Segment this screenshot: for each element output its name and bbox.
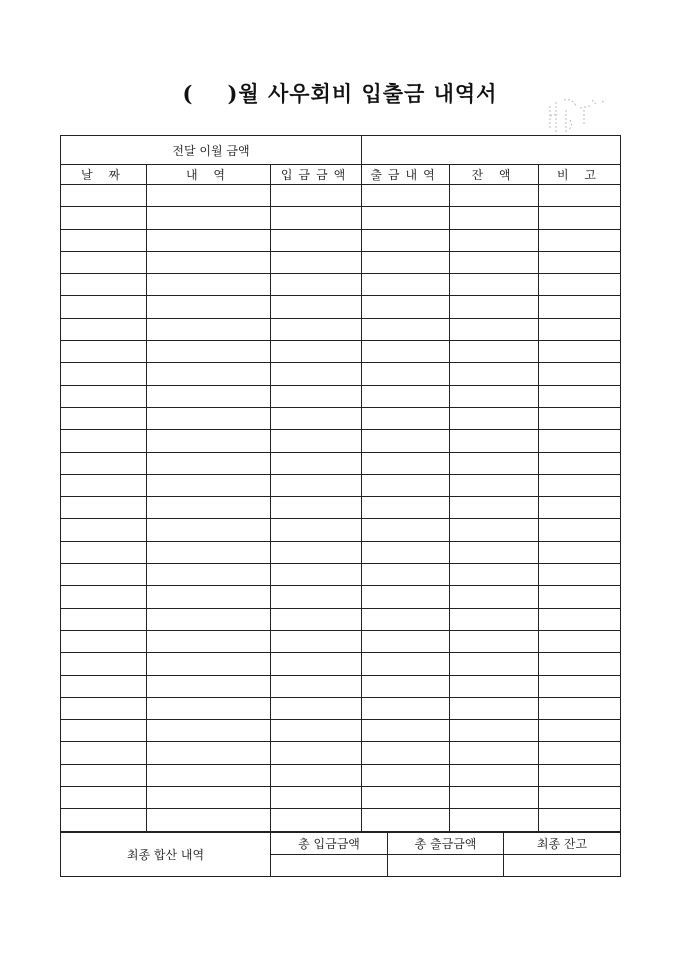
details-cell[interactable] <box>147 185 271 207</box>
date-cell[interactable] <box>61 675 147 697</box>
details-cell[interactable] <box>147 608 271 630</box>
withdrawal-cell[interactable] <box>362 407 450 429</box>
details-cell[interactable] <box>147 207 271 229</box>
ledger-row <box>61 363 621 385</box>
deposit-cell[interactable] <box>271 229 362 251</box>
ledger-row <box>61 296 621 318</box>
notes-cell[interactable] <box>539 207 621 229</box>
ledger-row <box>61 608 621 630</box>
notes-cell[interactable] <box>539 541 621 563</box>
balance-cell[interactable] <box>450 630 539 652</box>
details-cell[interactable] <box>147 363 271 385</box>
details-cell[interactable] <box>147 630 271 652</box>
notes-cell[interactable] <box>539 586 621 608</box>
balance-cell[interactable] <box>450 274 539 296</box>
date-cell[interactable] <box>61 229 147 251</box>
date-cell[interactable] <box>61 296 147 318</box>
notes-cell[interactable] <box>539 497 621 519</box>
withdrawal-cell[interactable] <box>362 541 450 563</box>
balance-cell[interactable] <box>450 564 539 586</box>
deposit-cell[interactable] <box>271 653 362 675</box>
ledger-row <box>61 519 621 541</box>
faint-stamp-mark <box>546 96 610 136</box>
deposit-cell[interactable] <box>271 341 362 363</box>
date-cell[interactable] <box>61 653 147 675</box>
ledger-row <box>61 764 621 786</box>
details-cell[interactable] <box>147 229 271 251</box>
balance-cell[interactable] <box>450 541 539 563</box>
withdrawal-cell[interactable] <box>362 318 450 340</box>
carry-over-label: 전달 이월 금액 <box>61 136 362 165</box>
header-row <box>61 165 621 185</box>
deposit-cell[interactable] <box>271 564 362 586</box>
notes-cell[interactable] <box>539 630 621 652</box>
summary-header-row <box>61 833 621 855</box>
withdrawal-cell[interactable] <box>362 274 450 296</box>
date-cell[interactable] <box>61 474 147 496</box>
ledger-row <box>61 430 621 452</box>
date-cell[interactable] <box>61 809 147 831</box>
summary-label: 최종 합산 내역 <box>61 833 271 877</box>
date-cell[interactable] <box>61 318 147 340</box>
notes-cell[interactable] <box>539 608 621 630</box>
balance-cell[interactable] <box>450 185 539 207</box>
deposit-cell[interactable] <box>271 742 362 764</box>
carry-over-row <box>61 136 621 165</box>
notes-cell[interactable] <box>539 274 621 296</box>
deposit-cell[interactable] <box>271 541 362 563</box>
ledger-row <box>61 452 621 474</box>
withdrawal-cell[interactable] <box>362 630 450 652</box>
notes-cell[interactable] <box>539 653 621 675</box>
ledger-row <box>61 675 621 697</box>
notes-cell[interactable] <box>539 764 621 786</box>
withdrawal-cell[interactable] <box>362 452 450 474</box>
notes-cell[interactable] <box>539 363 621 385</box>
ledger-table <box>60 135 621 832</box>
deposit-cell[interactable] <box>271 474 362 496</box>
deposit-cell[interactable] <box>271 697 362 719</box>
balance-cell[interactable] <box>450 318 539 340</box>
withdrawal-cell[interactable] <box>362 519 450 541</box>
details-cell[interactable] <box>147 474 271 496</box>
notes-cell[interactable] <box>539 787 621 809</box>
summary-total-withdrawal-cell[interactable] <box>388 855 504 877</box>
details-cell[interactable] <box>147 385 271 407</box>
deposit-cell[interactable] <box>271 274 362 296</box>
balance-cell[interactable] <box>450 207 539 229</box>
balance-cell[interactable] <box>450 809 539 831</box>
ledger-row <box>61 385 621 407</box>
deposit-cell[interactable] <box>271 519 362 541</box>
withdrawal-cell[interactable] <box>362 809 450 831</box>
ledger-row <box>61 341 621 363</box>
balance-cell[interactable] <box>450 586 539 608</box>
balance-cell[interactable] <box>450 697 539 719</box>
date-cell[interactable] <box>61 764 147 786</box>
balance-cell[interactable] <box>450 519 539 541</box>
withdrawal-cell[interactable] <box>362 430 450 452</box>
details-cell[interactable] <box>147 697 271 719</box>
date-cell[interactable] <box>61 519 147 541</box>
title-open-paren: ( <box>182 81 194 106</box>
ledger-row <box>61 229 621 251</box>
ledger-row <box>61 251 621 273</box>
ledger-row <box>61 697 621 719</box>
date-cell[interactable] <box>61 430 147 452</box>
notes-cell[interactable] <box>539 229 621 251</box>
date-cell[interactable] <box>61 608 147 630</box>
details-cell[interactable] <box>147 720 271 742</box>
details-cell[interactable] <box>147 497 271 519</box>
ledger-row <box>61 787 621 809</box>
balance-cell[interactable] <box>450 474 539 496</box>
date-cell[interactable] <box>61 630 147 652</box>
deposit-cell[interactable] <box>271 385 362 407</box>
notes-cell[interactable] <box>539 251 621 273</box>
withdrawal-cell[interactable] <box>362 787 450 809</box>
details-cell[interactable] <box>147 274 271 296</box>
withdrawal-cell[interactable] <box>362 229 450 251</box>
ledger-row <box>61 207 621 229</box>
deposit-cell[interactable] <box>271 497 362 519</box>
date-cell[interactable] <box>61 586 147 608</box>
deposit-cell[interactable] <box>271 675 362 697</box>
ledger-row <box>61 407 621 429</box>
deposit-cell[interactable] <box>271 430 362 452</box>
col-header-details: 내 역 <box>147 165 271 185</box>
deposit-cell[interactable] <box>271 630 362 652</box>
date-cell[interactable] <box>61 274 147 296</box>
balance-cell[interactable] <box>450 452 539 474</box>
date-cell[interactable] <box>61 452 147 474</box>
date-cell[interactable] <box>61 787 147 809</box>
balance-cell[interactable] <box>450 385 539 407</box>
notes-cell[interactable] <box>539 318 621 340</box>
notes-cell[interactable] <box>539 474 621 496</box>
date-cell[interactable] <box>61 385 147 407</box>
details-cell[interactable] <box>147 519 271 541</box>
withdrawal-cell[interactable] <box>362 764 450 786</box>
withdrawal-cell[interactable] <box>362 185 450 207</box>
details-cell[interactable] <box>147 764 271 786</box>
withdrawal-cell[interactable] <box>362 251 450 273</box>
ledger-row <box>61 497 621 519</box>
ledger-row <box>61 630 621 652</box>
balance-cell[interactable] <box>450 407 539 429</box>
balance-cell[interactable] <box>450 251 539 273</box>
date-cell[interactable] <box>61 185 147 207</box>
balance-cell[interactable] <box>450 497 539 519</box>
notes-cell[interactable] <box>539 564 621 586</box>
summary-header-total-withdrawal: 총 출금금액 <box>388 833 504 855</box>
ledger-row <box>61 541 621 563</box>
ledger-row <box>61 742 621 764</box>
deposit-cell[interactable] <box>271 185 362 207</box>
deposit-cell[interactable] <box>271 586 362 608</box>
date-cell[interactable] <box>61 697 147 719</box>
ledger-row <box>61 564 621 586</box>
col-header-balance: 잔 액 <box>450 165 539 185</box>
balance-cell[interactable] <box>450 742 539 764</box>
date-cell[interactable] <box>61 720 147 742</box>
deposit-cell[interactable] <box>271 809 362 831</box>
deposit-cell[interactable] <box>271 363 362 385</box>
summary-total-deposit-cell[interactable] <box>271 855 388 877</box>
withdrawal-cell[interactable] <box>362 497 450 519</box>
withdrawal-cell[interactable] <box>362 341 450 363</box>
summary-header-final-balance: 최종 잔고 <box>504 833 621 855</box>
details-cell[interactable] <box>147 430 271 452</box>
withdrawal-cell[interactable] <box>362 385 450 407</box>
deposit-cell[interactable] <box>271 251 362 273</box>
date-cell[interactable] <box>61 251 147 273</box>
deposit-cell[interactable] <box>271 720 362 742</box>
withdrawal-cell[interactable] <box>362 296 450 318</box>
withdrawal-cell[interactable] <box>362 564 450 586</box>
notes-cell[interactable] <box>539 452 621 474</box>
summary-final-balance-cell[interactable] <box>504 855 621 877</box>
date-cell[interactable] <box>61 341 147 363</box>
notes-cell[interactable] <box>539 809 621 831</box>
withdrawal-cell[interactable] <box>362 586 450 608</box>
deposit-cell[interactable] <box>271 764 362 786</box>
withdrawal-cell[interactable] <box>362 207 450 229</box>
ledger-row <box>61 474 621 496</box>
details-cell[interactable] <box>147 809 271 831</box>
balance-cell[interactable] <box>450 764 539 786</box>
balance-cell[interactable] <box>450 363 539 385</box>
details-cell[interactable] <box>147 787 271 809</box>
summary-table <box>60 832 621 877</box>
balance-cell[interactable] <box>450 430 539 452</box>
date-cell[interactable] <box>61 497 147 519</box>
details-cell[interactable] <box>147 407 271 429</box>
carry-over-value[interactable] <box>362 136 621 165</box>
details-cell[interactable] <box>147 452 271 474</box>
notes-cell[interactable] <box>539 430 621 452</box>
details-cell[interactable] <box>147 341 271 363</box>
date-cell[interactable] <box>61 407 147 429</box>
deposit-cell[interactable] <box>271 407 362 429</box>
ledger-row <box>61 586 621 608</box>
date-cell[interactable] <box>61 564 147 586</box>
date-cell[interactable] <box>61 541 147 563</box>
ledger-row <box>61 809 621 831</box>
date-cell[interactable] <box>61 207 147 229</box>
deposit-cell[interactable] <box>271 318 362 340</box>
ledger-row <box>61 185 621 207</box>
deposit-cell[interactable] <box>271 452 362 474</box>
withdrawal-cell[interactable] <box>362 363 450 385</box>
notes-cell[interactable] <box>539 675 621 697</box>
balance-cell[interactable] <box>450 653 539 675</box>
withdrawal-cell[interactable] <box>362 697 450 719</box>
ledger-row <box>61 653 621 675</box>
withdrawal-cell[interactable] <box>362 720 450 742</box>
notes-cell[interactable] <box>539 720 621 742</box>
details-cell[interactable] <box>147 564 271 586</box>
notes-cell[interactable] <box>539 296 621 318</box>
balance-cell[interactable] <box>450 229 539 251</box>
ledger-row <box>61 318 621 340</box>
details-cell[interactable] <box>147 296 271 318</box>
balance-cell[interactable] <box>450 296 539 318</box>
date-cell[interactable] <box>61 742 147 764</box>
details-cell[interactable] <box>147 742 271 764</box>
ledger-row <box>61 274 621 296</box>
withdrawal-cell[interactable] <box>362 608 450 630</box>
balance-cell[interactable] <box>450 787 539 809</box>
col-header-withdrawal: 출금내역 <box>362 165 450 185</box>
details-cell[interactable] <box>147 318 271 340</box>
details-cell[interactable] <box>147 541 271 563</box>
withdrawal-cell[interactable] <box>362 675 450 697</box>
balance-cell[interactable] <box>450 675 539 697</box>
details-cell[interactable] <box>147 251 271 273</box>
date-cell[interactable] <box>61 363 147 385</box>
deposit-cell[interactable] <box>271 296 362 318</box>
notes-cell[interactable] <box>539 519 621 541</box>
title-text: )월 사우회비 입출금 내역서 <box>227 81 498 106</box>
summary-header-total-deposit: 총 입금금액 <box>271 833 388 855</box>
col-header-notes: 비 고 <box>539 165 621 185</box>
notes-cell[interactable] <box>539 697 621 719</box>
withdrawal-cell[interactable] <box>362 742 450 764</box>
notes-cell[interactable] <box>539 385 621 407</box>
balance-cell[interactable] <box>450 341 539 363</box>
ledger-row <box>61 720 621 742</box>
withdrawal-cell[interactable] <box>362 653 450 675</box>
details-cell[interactable] <box>147 653 271 675</box>
deposit-cell[interactable] <box>271 787 362 809</box>
col-header-date: 날 짜 <box>61 165 147 185</box>
details-cell[interactable] <box>147 675 271 697</box>
notes-cell[interactable] <box>539 742 621 764</box>
deposit-cell[interactable] <box>271 608 362 630</box>
deposit-cell[interactable] <box>271 207 362 229</box>
notes-cell[interactable] <box>539 407 621 429</box>
details-cell[interactable] <box>147 586 271 608</box>
col-header-deposit: 입금금액 <box>271 165 362 185</box>
withdrawal-cell[interactable] <box>362 474 450 496</box>
balance-cell[interactable] <box>450 608 539 630</box>
notes-cell[interactable] <box>539 341 621 363</box>
balance-cell[interactable] <box>450 720 539 742</box>
notes-cell[interactable] <box>539 185 621 207</box>
